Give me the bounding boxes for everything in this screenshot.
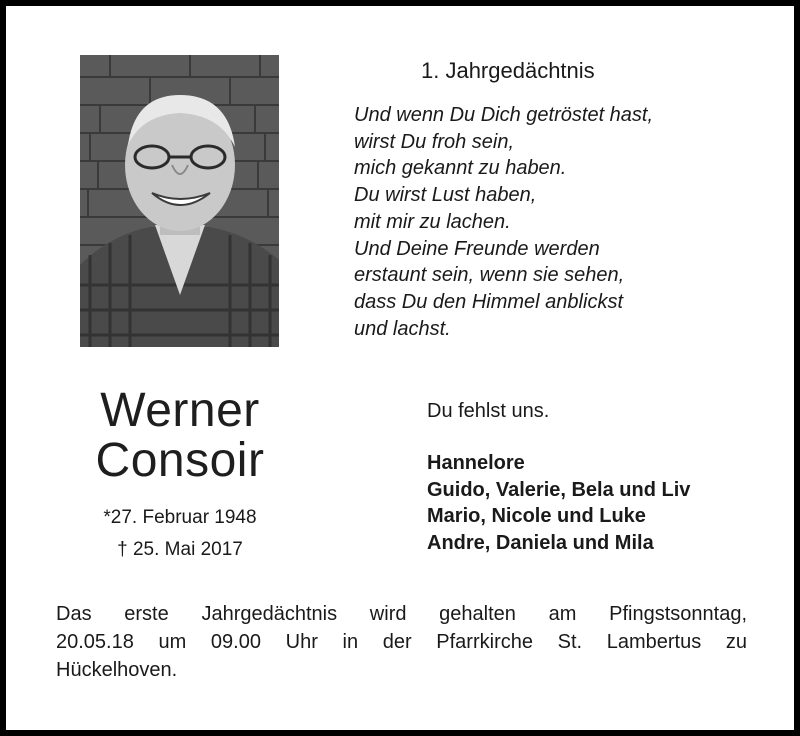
poem-line: und lachst. — [354, 317, 451, 340]
poem-line: Und Deine Freunde werden — [354, 237, 600, 260]
notice-heading: 1. Jahrgedächtnis — [421, 58, 595, 83]
poem-line: Du wirst Lust haben, — [354, 184, 537, 207]
family-member-line: Andre, Daniela und Mila — [427, 532, 654, 555]
portrait-photo — [80, 55, 279, 347]
service-text-line: Das erste Jahrgedächtnis wird gehalten am Pfingstsonntag, — [56, 603, 747, 625]
memorial-service-text — [56, 600, 747, 684]
obituary-notice — [6, 6, 794, 730]
missed-line: Du fehlst uns. — [427, 400, 550, 422]
poem — [354, 102, 653, 342]
death-date: † 25. Mai 2017 — [117, 539, 243, 560]
birth-date: *27. Februar 1948 — [103, 507, 257, 528]
portrait-image — [80, 55, 279, 347]
deceased-last-name: Consoir — [95, 434, 265, 487]
poem-line: dass Du den Himmel anblickst — [354, 290, 623, 313]
poem-line: mit mir zu lachen. — [354, 210, 511, 233]
poem-line: Und wenn Du Dich getröstet hast, — [354, 104, 654, 126]
deceased-first-name: Werner — [100, 384, 260, 437]
poem-line: wirst Du froh sein, — [354, 130, 515, 153]
service-text-line: 20.05.18 um 09.00 Uhr in der Pfarrkirche St. Lambertus zu — [56, 631, 747, 653]
poem-line: mich gekannt zu haben. — [354, 157, 567, 180]
service-text-line: Hückelhoven. — [56, 659, 178, 681]
poem-line: erstaunt sein, wenn sie sehen, — [354, 264, 625, 287]
family-member-line: Mario, Nicole und Luke — [427, 505, 646, 528]
family-member-line: Hannelore — [427, 452, 525, 474]
family-member-line: Guido, Valerie, Bela und Liv — [427, 478, 691, 501]
family-list — [427, 450, 690, 557]
